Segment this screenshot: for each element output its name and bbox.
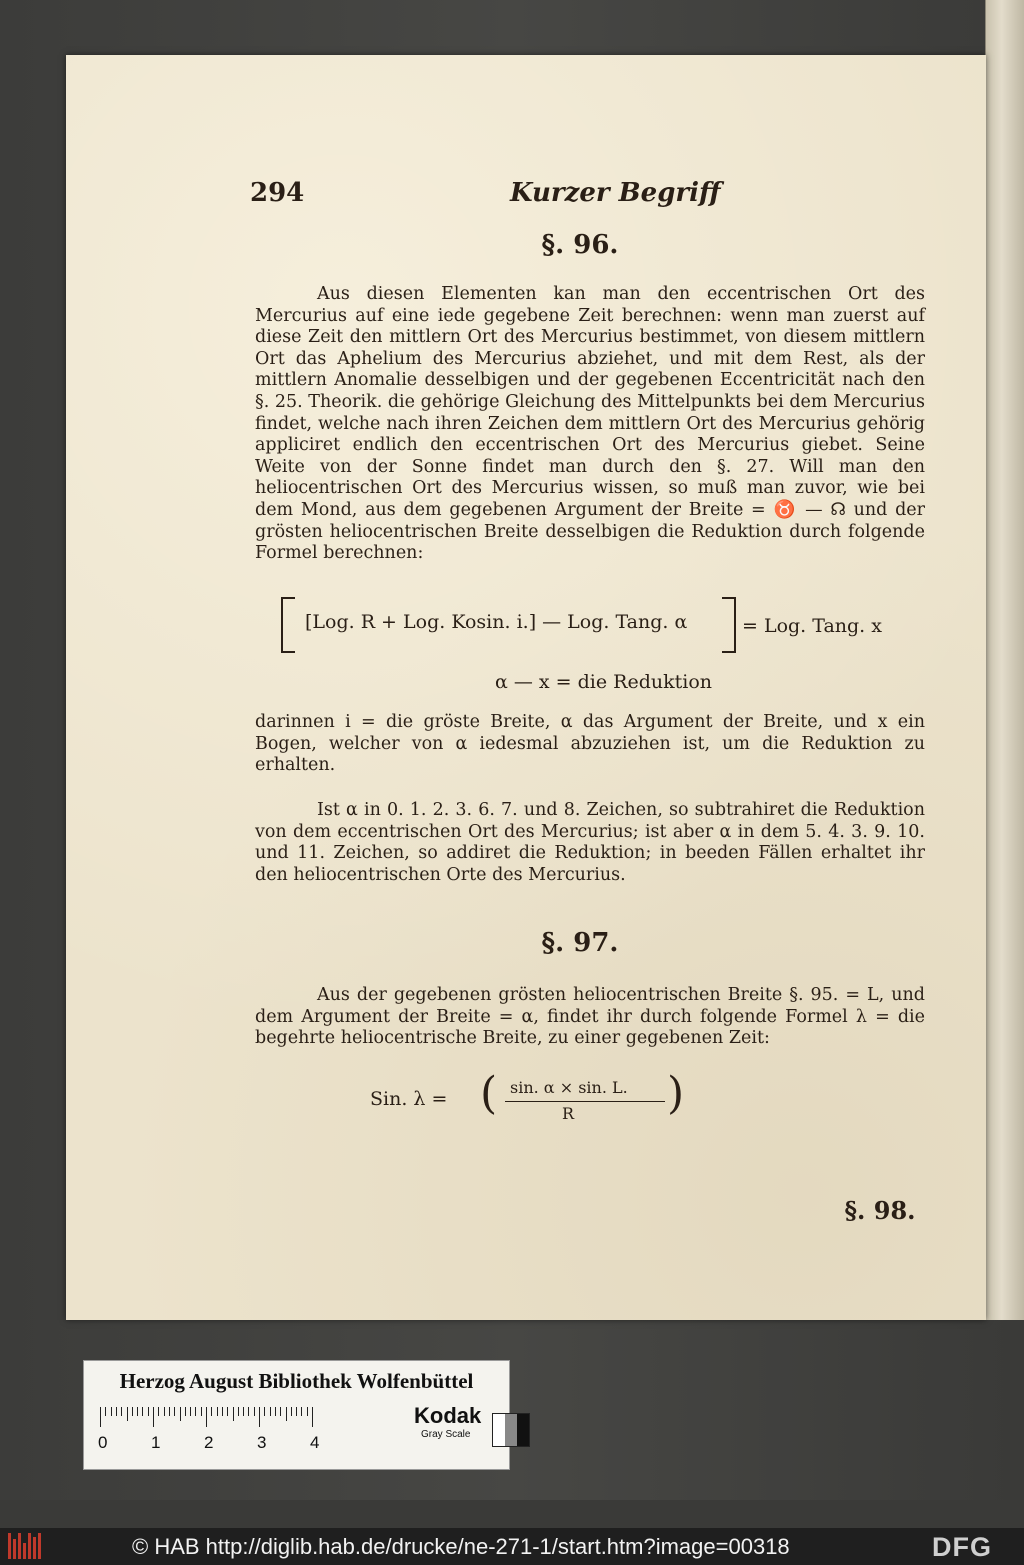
ruler-tick bbox=[286, 1407, 287, 1421]
ruler-tick bbox=[164, 1407, 165, 1416]
ruler-tick bbox=[174, 1407, 175, 1416]
ruler-tick bbox=[195, 1407, 196, 1416]
footer-bar bbox=[0, 1528, 1024, 1565]
ruler-tick bbox=[153, 1407, 154, 1427]
ruler-tick bbox=[190, 1407, 191, 1416]
ruler-tick bbox=[259, 1407, 260, 1427]
ruler-tick bbox=[158, 1407, 159, 1416]
ruler-number: 1 bbox=[151, 1433, 161, 1452]
section-heading-97: §. 97. bbox=[541, 928, 619, 958]
ruler-tick bbox=[254, 1407, 255, 1416]
paragraph-97: Aus der gegebenen grösten heliocentrischen Breite §. 95. = L, und dem Argument der Breite = α, findet ihr durch folgende Formel λ = die begehrte heliocentrische Breite, zu einer gegebenen Zeit: bbox=[255, 985, 925, 1049]
ruler-tick bbox=[142, 1407, 143, 1416]
hab-logo-icon bbox=[8, 1533, 46, 1559]
ruler-tick bbox=[248, 1407, 249, 1416]
page-header bbox=[250, 178, 930, 214]
ruler-tick bbox=[121, 1407, 122, 1416]
ruler-tick bbox=[169, 1407, 170, 1416]
ruler-tick bbox=[275, 1407, 276, 1416]
ruler-tick bbox=[100, 1407, 101, 1427]
formula-reduction-result: α — x = die Reduktion bbox=[495, 671, 712, 693]
formula-paren-right: ) bbox=[667, 1068, 685, 1119]
formula-reduction-rhs: = Log. Tang. x bbox=[742, 615, 882, 637]
ruler-tick bbox=[137, 1407, 138, 1416]
adjacent-page-edge bbox=[985, 0, 1024, 1320]
ruler-tick bbox=[180, 1407, 181, 1421]
formula-bracket-left bbox=[281, 597, 295, 653]
paragraph-96-rules: Ist α in 0. 1. 2. 3. 6. 7. und 8. Zeichen, so subtrahiret die Reduktion von dem eccentrischen Ort des Mercurius; ist aber α in dem 5. 4. 3. 9. 10. und 11. Zeichen, so addiret die Reduktion; in beeden Fällen erhaltet ihr den heliocentrischen Orte des Mercurius. bbox=[255, 800, 925, 885]
formula-latitude-denominator: R bbox=[562, 1104, 575, 1123]
ruler-tick bbox=[148, 1407, 149, 1416]
ruler-tick bbox=[132, 1407, 133, 1416]
ruler-tick bbox=[296, 1407, 297, 1416]
formula-fraction-line bbox=[505, 1101, 665, 1102]
ruler-tick bbox=[206, 1407, 207, 1427]
ruler-tick bbox=[270, 1407, 271, 1416]
ruler-number: 3 bbox=[257, 1433, 267, 1452]
ruler-tick bbox=[185, 1407, 186, 1416]
scale-ruler bbox=[100, 1407, 315, 1427]
ruler-tick bbox=[201, 1407, 202, 1416]
citation-link[interactable]: © HAB http://diglib.hab.de/drucke/ne-271-1/start.htm?image=00318 bbox=[132, 1534, 790, 1559]
formula-reduction-lhs: [Log. R + Log. Kosin. i.] — Log. Tang. α bbox=[305, 611, 688, 633]
paragraph-96-definitions: darinnen i = die gröste Breite, α das Argument der Breite, und x ein Bogen, welcher von α iedesmal abzuziehen ist, um die Reduktion zu erhalten. bbox=[255, 712, 925, 776]
formula-latitude-numerator: sin. α × sin. L. bbox=[510, 1078, 628, 1097]
paragraph-96-main: Aus diesen Elementen kan man den eccentrischen Ort des Mercurius auf eine iede gegebene Zeit berechnen: wenn man zuerst auf diese Zeit den mittlern Ort des Mercurius bestimmet, von diesem mittlern Ort das Aphelium des Mercurius abziehet, und mit dem Rest, als der mittlern Anomalie desselbigen und der gegebenen Eccentricität nach den §. 25. Theorik. die gehörige Gleichung des Mittelpunkts bei dem Mercurius findet, welche nach ihren Zeichen dem mittlern Ort des Mercurius gehörig appliciret endlich den eccentrischen Ort des Mercurius giebet. Seine Weite von der Sonne findet man durch den §. 27. Will man den heliocentrischen Ort des Mercurius wissen, so muß man zuvor, wie bei dem Mond, aus dem gegebenen Argument der Breite = ♉ — ☊ und der grösten heliocentrischen Breite desselbigen die Reduktion durch folgende Formel berechnen: bbox=[255, 284, 925, 564]
ruler-tick bbox=[280, 1407, 281, 1416]
formula-paren-left: ( bbox=[480, 1068, 498, 1119]
ruler-tick bbox=[238, 1407, 239, 1416]
gray-swatches bbox=[492, 1413, 530, 1447]
ruler-tick bbox=[233, 1407, 234, 1421]
ruler-number: 2 bbox=[204, 1433, 214, 1452]
ruler-tick bbox=[222, 1407, 223, 1416]
library-label bbox=[83, 1360, 510, 1470]
ruler-tick bbox=[105, 1407, 106, 1416]
ruler-tick bbox=[211, 1407, 212, 1416]
ruler-number: 0 bbox=[98, 1433, 108, 1452]
ruler-tick bbox=[312, 1407, 313, 1427]
library-name: Herzog August Bibliothek Wolfenbüttel bbox=[119, 1369, 474, 1393]
ruler-tick bbox=[307, 1407, 308, 1416]
ruler-tick bbox=[127, 1407, 128, 1421]
ruler-tick bbox=[111, 1407, 112, 1416]
ruler-tick bbox=[116, 1407, 117, 1416]
ruler-tick bbox=[227, 1407, 228, 1416]
formula-bracket-right bbox=[722, 597, 736, 653]
ruler-tick bbox=[217, 1407, 218, 1416]
ruler-tick bbox=[243, 1407, 244, 1416]
section-heading-96: §. 96. bbox=[541, 230, 619, 260]
ruler-number: 4 bbox=[310, 1433, 320, 1452]
running-title: Kurzer Begriff bbox=[510, 178, 721, 208]
catchword: §. 98. bbox=[844, 1196, 916, 1225]
page-number: 294 bbox=[250, 178, 305, 208]
kodak-logo: Kodak bbox=[414, 1403, 482, 1428]
ruler-tick bbox=[264, 1407, 265, 1416]
gray-scale-label: Gray Scale bbox=[421, 1429, 471, 1440]
ruler-tick bbox=[301, 1407, 302, 1416]
dfg-logo: DFG bbox=[932, 1532, 992, 1562]
formula-latitude-lhs: Sin. λ = bbox=[370, 1088, 448, 1110]
ruler-tick bbox=[291, 1407, 292, 1416]
